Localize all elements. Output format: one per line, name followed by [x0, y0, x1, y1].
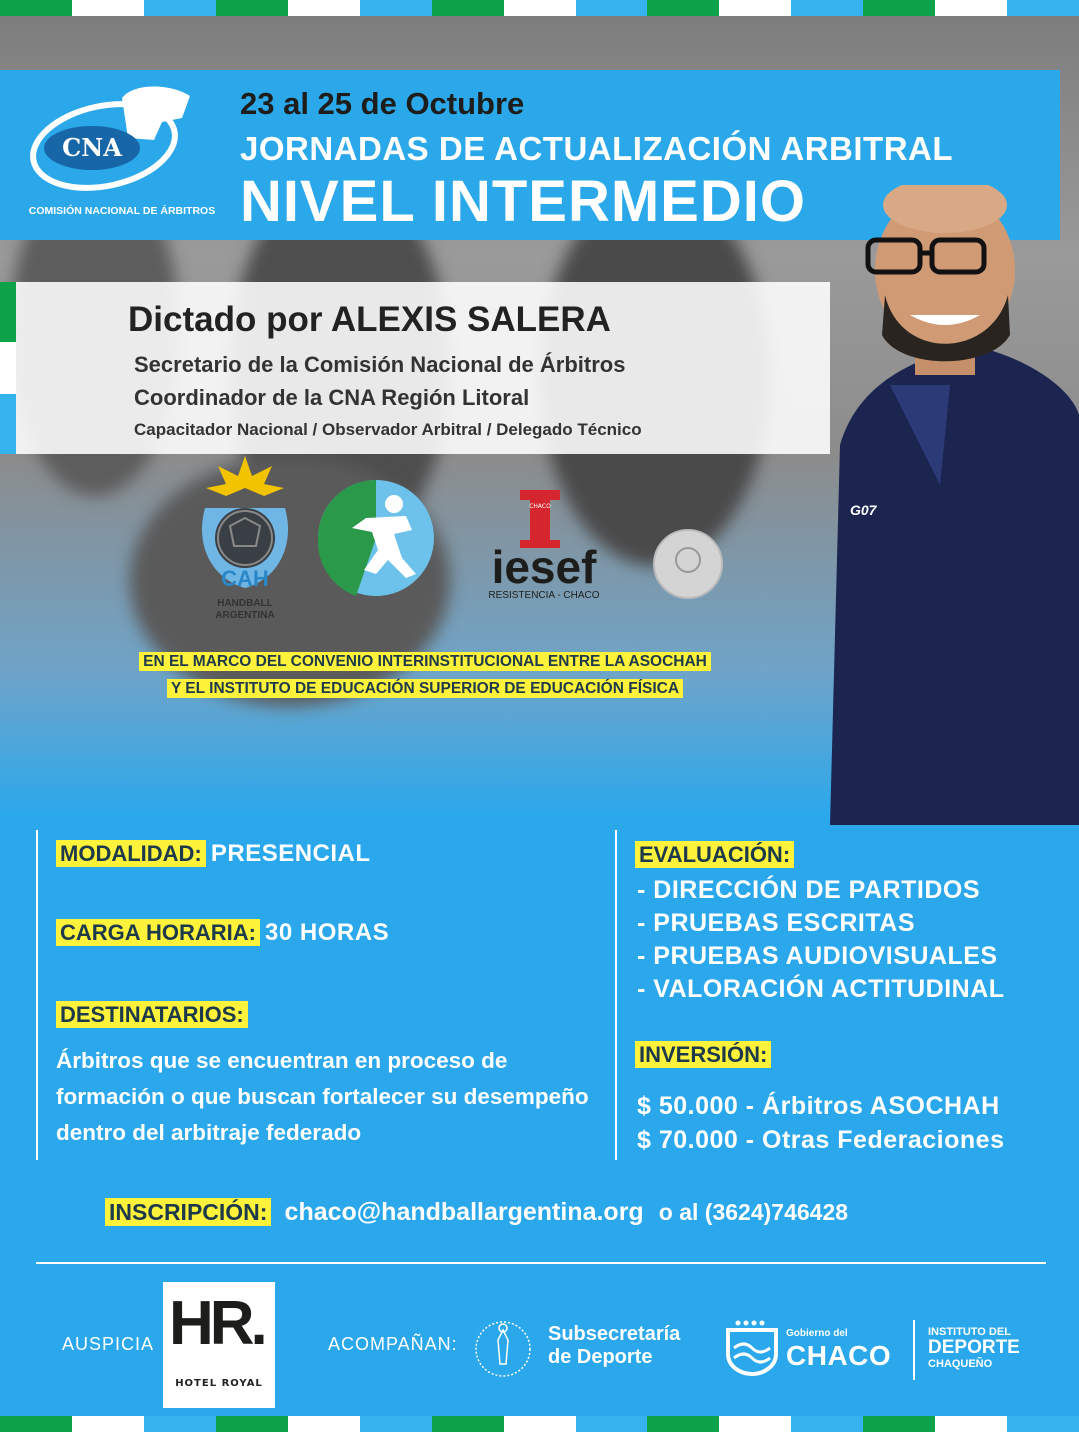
inversion-item: $ 50.000 - Árbitros ASOCHAH	[637, 1092, 1000, 1120]
inscripcion-row	[105, 1198, 848, 1227]
evaluacion-item: - DIRECCIÓN DE PARTIDOS	[637, 876, 980, 904]
inversion-item: $ 70.000 - Otras Federaciones	[637, 1126, 1005, 1154]
contact-email[interactable]: chaco@handballargentina.org	[284, 1198, 644, 1226]
cna-logo-abbr: CNA	[62, 133, 122, 162]
carga-horaria-value: 30 HORAS	[265, 919, 390, 946]
speaker-photo	[820, 185, 1079, 825]
iesef-logo	[472, 488, 617, 603]
iesef-tower-text: CHACO	[529, 503, 551, 510]
gobierno-chaco-shield-icon	[724, 1318, 780, 1376]
cah-logo-abbr: CAH	[221, 566, 269, 591]
modalidad-label: MODALIDAD:	[56, 840, 206, 867]
event-subtitle: JORNADAS DE ACTUALIZACIÓN ARBITRAL	[240, 130, 954, 167]
cna-logo-fullname: COMISIÓN NACIONAL DE ÁRBITROS	[28, 205, 216, 217]
hotel-name: HOTEL ROYAL	[175, 1378, 263, 1389]
info-left-column	[36, 830, 613, 1160]
horse-head-icon	[122, 87, 190, 141]
chaco-label: CHACO	[786, 1340, 892, 1371]
subsecretaria-logo	[548, 1323, 680, 1369]
evaluacion-label: EVALUACIÓN:	[635, 841, 794, 868]
instituto-line-2: DEPORTE	[928, 1337, 1020, 1358]
seal-icon	[472, 1310, 534, 1388]
iesef-logo-name: iesef	[491, 541, 597, 593]
modalidad-value: PRESENCIAL	[210, 840, 371, 867]
bottom-color-stripe	[0, 1416, 1079, 1432]
cna-logo	[22, 78, 222, 238]
gobierno-label: Gobierno del	[786, 1328, 848, 1339]
agreement-line-1: EN EL MARCO DEL CONVENIO INTERINSTITUCIONAL ENTRE LA ASOCHAH	[139, 652, 711, 671]
subsecretaria-line-2: de Deporte	[548, 1346, 653, 1368]
speaker-panel-accent	[0, 282, 16, 454]
inversion-label: INVERSIÓN:	[635, 1041, 771, 1068]
iesef-logo-city: RESISTENCIA - CHACO	[488, 590, 600, 601]
footer-divider	[36, 1262, 1046, 1264]
evaluacion-item: - PRUEBAS ESCRITAS	[637, 909, 916, 937]
cah-badge-icon	[652, 528, 724, 600]
cah-logo-line2: ARGENTINA	[215, 610, 275, 621]
acompanan-label: ACOMPAÑAN:	[328, 1334, 458, 1354]
instituto-deporte-logo	[928, 1326, 1020, 1370]
speaker-role-1: Secretario de la Comisión Nacional de Árbitros	[134, 352, 626, 377]
footer-vertical-separator	[913, 1320, 915, 1380]
info-right-column	[615, 830, 1047, 1160]
event-dates: 23 al 25 de Octubre	[240, 86, 525, 121]
top-color-stripe	[0, 0, 1079, 16]
cah-handball-logo	[190, 448, 300, 626]
evaluacion-item: - PRUEBAS AUDIOVISUALES	[637, 942, 998, 970]
agreement-text	[0, 648, 850, 702]
evaluacion-item: - VALORACIÓN ACTITUDINAL	[637, 975, 1005, 1003]
agreement-line-2: Y EL INSTITUTO DE EDUCACIÓN SUPERIOR DE EDUCACIÓN FÍSICA	[167, 679, 683, 698]
svg-text:G07: G07	[850, 502, 877, 518]
subsecretaria-line-1: Subsecretaría	[548, 1323, 681, 1345]
destinatarios-text: Árbitros que se encuentran en proceso de formación o que buscan fortalecer su desempeño dentro del arbitraje federado	[56, 1048, 589, 1145]
carga-horaria-label: CARGA HORARIA:	[56, 919, 260, 946]
cah-logo-line1: HANDBALL	[217, 598, 273, 609]
contact-phone[interactable]: o al (3624)746428	[658, 1199, 849, 1225]
speaker-role-2: Coordinador de la CNA Región Litoral	[134, 385, 530, 410]
auspicia-label: AUSPICIA	[62, 1334, 155, 1354]
speaker-name: Dictado por ALEXIS SALERA	[128, 300, 611, 339]
instituto-line-1: INSTITUTO DEL	[928, 1326, 1011, 1338]
instituto-line-3: CHAQUEÑO	[928, 1358, 993, 1370]
event-level: NIVEL INTERMEDIO	[240, 169, 806, 234]
asochah-logo	[316, 478, 436, 598]
inscripcion-label: INSCRIPCIÓN:	[105, 1198, 271, 1226]
hotel-mark: HR.	[169, 1289, 264, 1358]
destinatarios-label: DESTINATARIOS:	[56, 1001, 248, 1028]
hotel-royal-logo	[163, 1282, 275, 1408]
speaker-role-3: Capacitador Nacional / Observador Arbitral / Delegado Técnico	[134, 420, 642, 439]
